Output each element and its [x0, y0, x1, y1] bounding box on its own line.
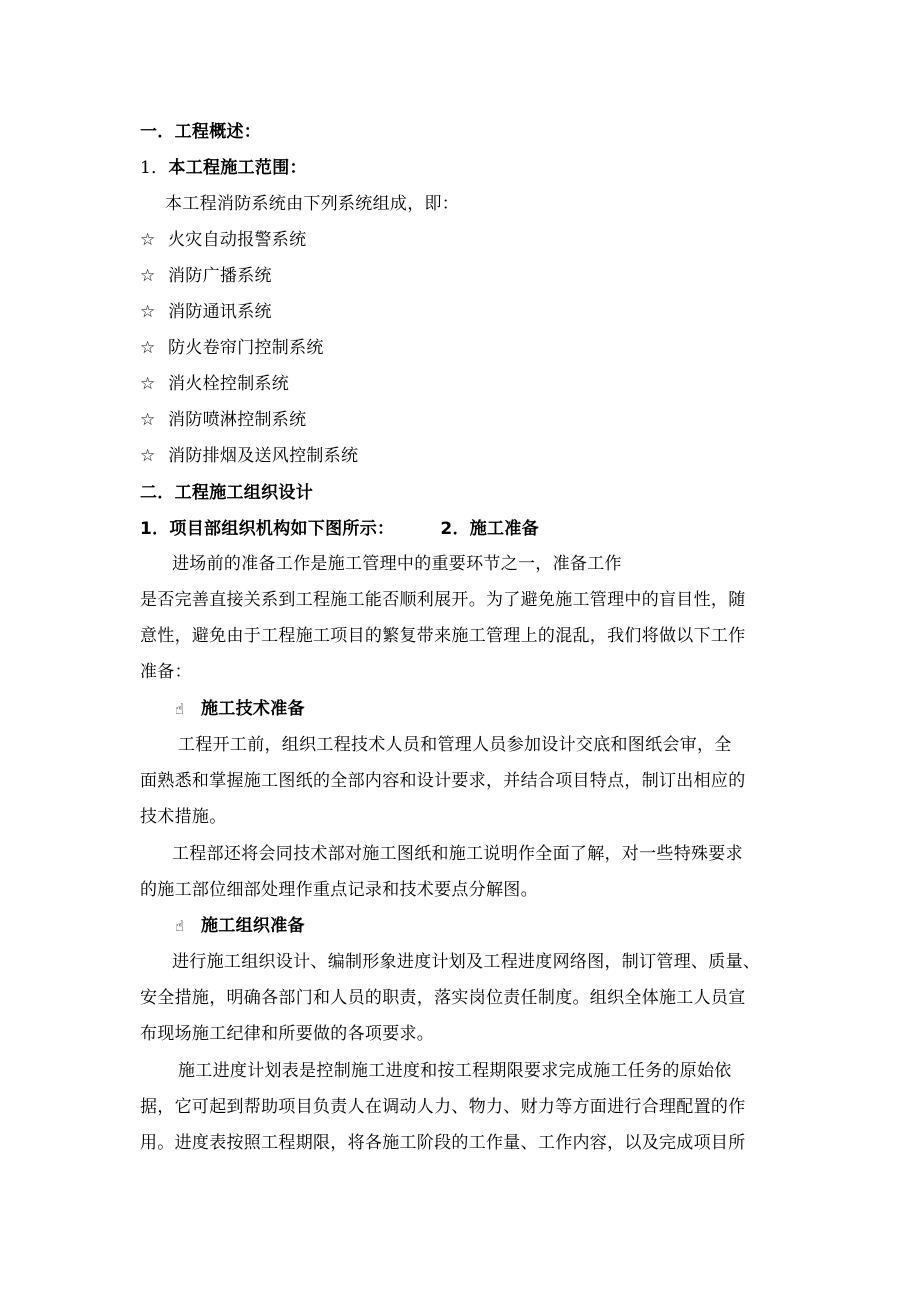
star-icon: ☆: [140, 338, 156, 358]
star-icon: ☆: [140, 374, 156, 394]
system-name: 消防喷淋控制系统: [168, 410, 307, 430]
section-2-heading: 二．工程施工组织设计: [140, 483, 313, 503]
section-1-heading: 一．工程概述：: [140, 122, 262, 142]
list-item: [140, 301, 272, 323]
scope-intro: 本工程消防系统由下列系统组成，即：: [165, 194, 460, 214]
star-icon: ☆: [140, 302, 156, 322]
paragraph-line: 用。进度表按照工程期限，将各施工阶段的工作量、工作内容，以及完成项目所: [140, 1133, 746, 1153]
pointing-hand-icon: ☝: [175, 917, 185, 935]
subsection-1-1: [140, 157, 307, 179]
paragraph-line: 进行施工组织设计、编制形象进度计划及工程进度网络图，制订管理、质量、: [172, 952, 761, 972]
paragraph-line: 工程开工前，组织工程技术人员和管理人员参加设计交底和图纸会审，全: [178, 735, 732, 755]
star-icon: ☆: [140, 410, 156, 430]
system-name: 消防广播系统: [168, 266, 272, 286]
system-name: 防火卷帘门控制系统: [168, 338, 324, 358]
subsection-org-chart-title: 1．项目部组织机构如下图所示：: [140, 519, 395, 539]
paragraph-line: 意性，避免由于工程施工项目的繁复带来施工管理上的混乱，我们将做以下工作: [140, 626, 746, 646]
pointing-hand-icon: ☝: [175, 700, 185, 718]
list-item: [140, 409, 306, 431]
paragraph-line: 施工进度计划表是控制施工进度和按工程期限要求完成施工任务的原始依: [178, 1061, 732, 1081]
paragraph-line: 进场前的准备工作是施工管理中的重要环节之一，准备工作: [172, 554, 622, 574]
paragraph-line: 面熟悉和掌握施工图纸的全部内容和设计要求，并结合项目特点，制订出相应的: [140, 771, 746, 791]
system-name: 消防排烟及送风控制系统: [168, 446, 359, 466]
paragraph-line: 的施工部位细部处理作重点记录和技术要点分解图。: [140, 880, 538, 900]
paragraph-line: 是否完善直接关系到工程施工能否顺利展开。为了避免施工管理中的盲目性，随: [140, 590, 746, 610]
subsection-prep-title: 2．施工准备: [440, 519, 539, 539]
list-item: [140, 445, 358, 467]
list-item: [140, 265, 272, 287]
star-icon: ☆: [140, 446, 156, 466]
list-item: [140, 229, 306, 251]
subsection-title: 本工程施工范围：: [168, 158, 307, 178]
system-name: 消火栓控制系统: [168, 374, 290, 394]
paragraph-line: 准备：: [140, 662, 192, 682]
paragraph-line: 工程部还将会同技术部对施工图纸和施工说明作全面了解，对一些特殊要求: [172, 844, 743, 864]
paragraph-line: 技术措施。: [140, 807, 227, 827]
list-item: [140, 373, 289, 395]
org-prep-title: 施工组织准备: [201, 916, 305, 936]
subsection-2-headings: [140, 518, 539, 540]
org-prep-heading: [175, 915, 305, 937]
paragraph-line: 布现场施工纪律和所要做的各项要求。: [140, 1024, 435, 1044]
star-icon: ☆: [140, 230, 156, 250]
system-name: 火灾自动报警系统: [168, 230, 307, 250]
star-icon: ☆: [140, 266, 156, 286]
tech-prep-heading: [175, 698, 305, 720]
list-item: [140, 337, 324, 359]
paragraph-line: 据，它可起到帮助项目负责人在调动人力、物力、财力等方面进行合理配置的作: [140, 1097, 746, 1117]
system-name: 消防通讯系统: [168, 302, 272, 322]
paragraph-line: 安全措施，明确各部门和人员的职责，落实岗位责任制度。组织全体施工人员宣: [140, 988, 746, 1008]
tech-prep-title: 施工技术准备: [201, 699, 305, 719]
subsection-number: 1．: [140, 158, 169, 178]
